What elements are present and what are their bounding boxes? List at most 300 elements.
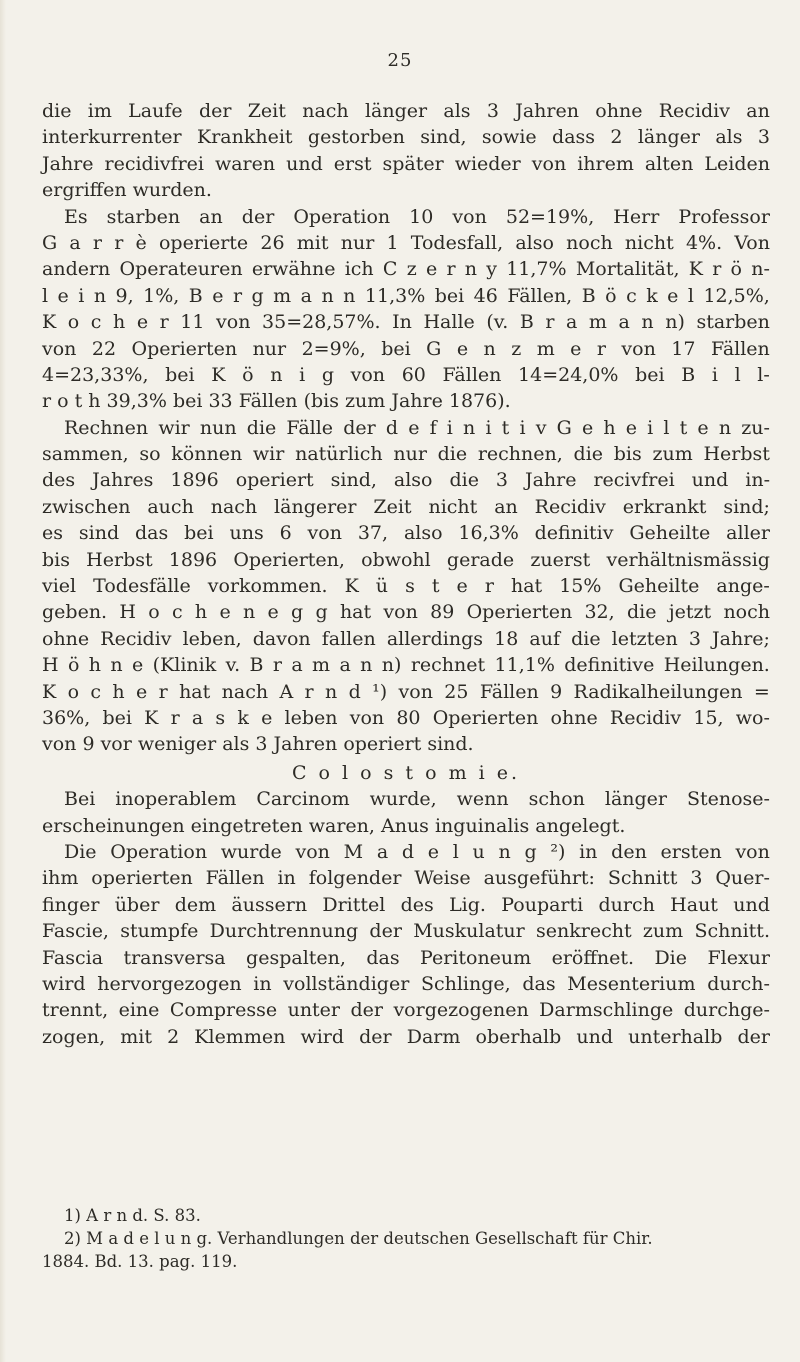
word: g bbox=[524, 840, 537, 863]
word: h bbox=[112, 680, 125, 703]
word: 46 bbox=[473, 284, 498, 307]
word: (Klinik bbox=[152, 654, 217, 677]
word: Jahre bbox=[524, 469, 577, 492]
word: A bbox=[279, 680, 294, 703]
word: bei bbox=[165, 363, 195, 386]
word: e bbox=[57, 284, 69, 307]
word: inoperablem bbox=[115, 788, 237, 811]
word: gestorben bbox=[307, 126, 405, 149]
word: an bbox=[494, 495, 518, 518]
word: operiert bbox=[235, 469, 314, 492]
word: r bbox=[545, 311, 555, 334]
word: a bbox=[339, 654, 351, 677]
word: den bbox=[611, 840, 647, 863]
word: h bbox=[603, 416, 616, 439]
word: (v. bbox=[486, 311, 509, 334]
word: Drittel bbox=[322, 893, 386, 916]
word: Fascia bbox=[42, 946, 104, 969]
word: 9 bbox=[550, 680, 563, 703]
word: bei bbox=[434, 284, 465, 307]
word: bei bbox=[381, 337, 411, 360]
word: k bbox=[237, 706, 249, 729]
text-line bbox=[42, 626, 770, 652]
word: erwähne bbox=[251, 258, 336, 281]
word: K bbox=[42, 680, 57, 703]
text-line bbox=[42, 652, 770, 678]
word: unter bbox=[287, 999, 341, 1022]
word: Jahren bbox=[515, 100, 579, 122]
word: Heilungen. bbox=[663, 654, 770, 677]
word: aller bbox=[726, 522, 770, 545]
word: mit bbox=[296, 231, 329, 254]
word: durch bbox=[598, 893, 655, 916]
word: es bbox=[42, 522, 63, 545]
word: è bbox=[135, 231, 147, 254]
word: i bbox=[78, 284, 85, 307]
word: r bbox=[484, 575, 494, 598]
word: Geheilte bbox=[629, 522, 711, 545]
word: g bbox=[321, 363, 334, 386]
word: 3 bbox=[495, 469, 508, 492]
word: Darmschlinge bbox=[539, 999, 674, 1022]
word: definitiv bbox=[534, 522, 614, 545]
word: Klemmen bbox=[194, 1025, 286, 1048]
word: 15, bbox=[693, 706, 724, 729]
word: sind, bbox=[330, 469, 377, 492]
word: Laufe bbox=[128, 100, 183, 122]
text-line: ergriffen wurden. bbox=[42, 179, 212, 202]
word: noch bbox=[723, 601, 770, 624]
word: 32, bbox=[584, 601, 615, 624]
word: noch bbox=[566, 231, 613, 254]
word: von bbox=[216, 311, 251, 334]
word: r bbox=[712, 258, 722, 281]
word: n) bbox=[665, 311, 685, 334]
word: bei bbox=[184, 522, 214, 545]
text-line bbox=[42, 309, 770, 335]
word: Fällen bbox=[710, 337, 770, 360]
word: 11 bbox=[180, 311, 205, 334]
word: h bbox=[113, 311, 126, 334]
word: m bbox=[536, 337, 555, 360]
text-line bbox=[42, 520, 770, 546]
word: 35=28,57%. bbox=[262, 311, 381, 334]
word: wir bbox=[252, 443, 285, 466]
word: r bbox=[170, 706, 180, 729]
word: ich bbox=[344, 258, 374, 281]
word: 11,7% bbox=[506, 258, 567, 281]
word: f bbox=[429, 416, 437, 439]
footnote: 2) M a d e l u n g. Verhandlungen der deutschen Gesellschaft für Chir. bbox=[64, 1229, 653, 1248]
word: h bbox=[194, 601, 208, 624]
word: 2 bbox=[610, 126, 623, 149]
word: 11,1% bbox=[494, 654, 555, 677]
word: Schnitt bbox=[607, 867, 678, 890]
text-line bbox=[42, 945, 770, 971]
word: im bbox=[87, 100, 112, 122]
word: Herr bbox=[613, 205, 660, 228]
text-line bbox=[42, 705, 770, 731]
word: Pouparti bbox=[501, 893, 584, 916]
word: Darm bbox=[406, 1025, 461, 1048]
word: ohne bbox=[42, 627, 90, 650]
word: hat bbox=[510, 575, 543, 598]
word: des bbox=[42, 469, 76, 492]
word: der bbox=[241, 205, 275, 228]
word: ersten bbox=[660, 840, 722, 863]
word: r bbox=[272, 654, 282, 677]
word: die bbox=[42, 100, 72, 122]
word: o bbox=[67, 311, 80, 334]
word: Stenose- bbox=[686, 788, 770, 811]
word: Recidiv bbox=[658, 100, 730, 122]
word: e bbox=[697, 416, 709, 439]
word: des bbox=[400, 893, 434, 916]
text-line bbox=[42, 441, 770, 467]
word: 14=24,0% bbox=[518, 363, 619, 386]
word: recivfrei bbox=[593, 469, 675, 492]
word: l bbox=[687, 284, 694, 307]
word: Schnitt. bbox=[694, 920, 770, 943]
word: e bbox=[267, 601, 279, 624]
word: transversa bbox=[123, 946, 226, 969]
word: längerer bbox=[274, 495, 357, 518]
word: Es bbox=[64, 205, 88, 228]
text-line bbox=[42, 230, 770, 256]
word: Rechnen bbox=[64, 416, 149, 439]
word: o bbox=[67, 680, 80, 703]
word: und bbox=[733, 893, 770, 916]
word: Muskulatur bbox=[413, 920, 525, 943]
word: Lig. bbox=[449, 893, 486, 916]
word: Recidiv bbox=[100, 627, 172, 650]
word: als bbox=[443, 100, 471, 122]
word: e bbox=[667, 284, 679, 307]
word: l bbox=[452, 840, 459, 863]
word: hervorgezogen bbox=[97, 972, 242, 995]
word: das bbox=[134, 522, 169, 545]
word: = bbox=[753, 680, 770, 703]
word: m bbox=[273, 284, 292, 307]
word: die bbox=[246, 416, 277, 439]
word: e bbox=[132, 654, 144, 677]
word: Fällen bbox=[479, 680, 539, 703]
word: andern bbox=[42, 258, 111, 281]
word: an bbox=[199, 205, 223, 228]
word: Jahres bbox=[92, 469, 154, 492]
word: bei bbox=[635, 363, 665, 386]
word: folgender bbox=[308, 867, 402, 890]
text-line bbox=[42, 918, 770, 944]
text-line bbox=[42, 151, 770, 177]
text-line bbox=[42, 679, 770, 705]
word: geben. bbox=[42, 601, 108, 624]
word: an bbox=[746, 100, 770, 122]
word: 89 bbox=[430, 601, 455, 624]
word: K bbox=[144, 706, 159, 729]
word: wo- bbox=[735, 706, 770, 729]
text-line bbox=[42, 786, 770, 812]
word: Fälle bbox=[286, 416, 334, 439]
text-line: erscheinungen eingetreten waren, Anus inguinalis angelegt. bbox=[42, 814, 626, 837]
word: r bbox=[304, 680, 314, 703]
word: r bbox=[114, 231, 124, 254]
word: B bbox=[249, 654, 264, 677]
word: die bbox=[449, 469, 479, 492]
word: G bbox=[556, 416, 572, 439]
word: zogen, bbox=[42, 1025, 106, 1048]
word: 2 bbox=[167, 1025, 180, 1048]
word: können bbox=[171, 443, 243, 466]
word: in bbox=[579, 840, 598, 863]
word: e bbox=[581, 416, 594, 439]
word: Carcinom bbox=[256, 788, 350, 811]
word: durch- bbox=[707, 972, 770, 995]
word: 3 bbox=[688, 627, 701, 650]
word: leben, bbox=[182, 627, 242, 650]
word: sammen, bbox=[42, 443, 129, 466]
word: a bbox=[618, 311, 630, 334]
word: nicht bbox=[428, 495, 478, 518]
word: Operierten bbox=[131, 337, 238, 360]
text-line bbox=[42, 336, 770, 362]
word: eröffnet. bbox=[551, 946, 635, 969]
word: durchge- bbox=[683, 999, 770, 1022]
word: g bbox=[251, 284, 264, 307]
word: 3 bbox=[757, 126, 770, 149]
word: i bbox=[299, 363, 306, 386]
word: wird bbox=[300, 1025, 345, 1048]
word: Fällen, bbox=[507, 284, 573, 307]
word: von bbox=[531, 152, 567, 175]
word: d bbox=[385, 416, 399, 439]
word: Mesenterium bbox=[567, 972, 696, 995]
word: zuerst bbox=[530, 548, 591, 571]
word: auch bbox=[147, 495, 194, 518]
word: 3 bbox=[486, 100, 499, 122]
word: a bbox=[69, 231, 81, 254]
word: z bbox=[406, 258, 417, 281]
word: c bbox=[90, 680, 102, 703]
word: i bbox=[647, 416, 654, 439]
word: Durchtrennung bbox=[209, 920, 359, 943]
word: m bbox=[588, 311, 607, 334]
word: die bbox=[626, 601, 657, 624]
word: letzten bbox=[611, 627, 678, 650]
word: in- bbox=[745, 469, 770, 492]
text-line bbox=[42, 415, 770, 441]
word: fallen bbox=[321, 627, 376, 650]
word: nur bbox=[252, 337, 287, 360]
word: bei bbox=[102, 706, 132, 729]
word: nicht bbox=[624, 231, 674, 254]
text-line bbox=[42, 256, 770, 282]
word: jetzt bbox=[668, 601, 712, 624]
word: Zeit bbox=[373, 495, 412, 518]
word: als bbox=[715, 126, 743, 149]
word: Operateuren bbox=[119, 258, 243, 281]
word: nach bbox=[302, 100, 349, 122]
word: 15% bbox=[559, 575, 602, 598]
word: starben bbox=[106, 205, 181, 228]
word: alten bbox=[644, 152, 694, 175]
word: finger bbox=[42, 893, 100, 916]
word: 11,3% bbox=[364, 284, 426, 307]
word: e bbox=[219, 601, 231, 624]
word: nach bbox=[221, 680, 269, 703]
word: definitive bbox=[564, 654, 655, 677]
word: 22 bbox=[91, 337, 117, 360]
word: nun bbox=[199, 416, 237, 439]
word: so bbox=[139, 443, 161, 466]
text-line bbox=[42, 997, 770, 1023]
word: t bbox=[501, 416, 510, 439]
word: der bbox=[737, 1025, 770, 1048]
word: nur bbox=[393, 443, 427, 466]
word: 36%, bbox=[42, 706, 91, 729]
word: h bbox=[88, 654, 102, 677]
word: allerdings bbox=[386, 627, 484, 650]
word: r bbox=[232, 284, 243, 307]
word: Leiden bbox=[704, 152, 770, 175]
word: die bbox=[571, 627, 601, 650]
word: mit bbox=[120, 1025, 152, 1048]
word: vollständiger bbox=[283, 972, 410, 995]
word: 3 bbox=[690, 867, 703, 890]
word: von bbox=[350, 363, 386, 386]
word: von bbox=[735, 840, 770, 863]
word: Schlinge, bbox=[420, 972, 511, 995]
word: 26 bbox=[260, 231, 285, 254]
text-line bbox=[42, 839, 770, 865]
word: Radikalheilungen bbox=[573, 680, 743, 703]
word: Die bbox=[64, 840, 97, 863]
word: recidivfrei bbox=[104, 152, 204, 175]
word: gerade bbox=[446, 548, 515, 571]
word: e bbox=[625, 416, 637, 439]
word: davon bbox=[252, 627, 311, 650]
word: eine bbox=[118, 999, 160, 1022]
word: n bbox=[463, 416, 476, 439]
word: zwischen bbox=[42, 495, 131, 518]
word: Recidiv bbox=[609, 706, 682, 729]
word: a bbox=[191, 706, 204, 729]
word: Weise bbox=[414, 867, 471, 890]
word: n bbox=[343, 284, 356, 307]
word: vorkommen. bbox=[207, 575, 328, 598]
word: äussern bbox=[231, 893, 308, 916]
word: von bbox=[398, 680, 433, 703]
word: c bbox=[90, 311, 102, 334]
word: Mortalität, bbox=[575, 258, 680, 281]
text-line: von 9 vor weniger als 3 Jahren operiert sind. bbox=[42, 733, 474, 756]
word: von bbox=[307, 522, 342, 545]
word: v. bbox=[225, 654, 241, 677]
word: also bbox=[515, 231, 554, 254]
word: 4=23,33%, bbox=[42, 363, 149, 386]
word: von bbox=[452, 205, 487, 228]
word: ihm bbox=[42, 867, 79, 890]
footnote: 1) A r n d. S. 83. bbox=[64, 1206, 201, 1225]
word: 4%. bbox=[685, 231, 723, 254]
word: y bbox=[486, 258, 497, 281]
word: auf bbox=[529, 627, 560, 650]
word: m bbox=[312, 654, 331, 677]
word: v bbox=[535, 416, 547, 439]
word: oberhalb bbox=[475, 1025, 562, 1048]
word: länger bbox=[604, 788, 668, 811]
word: d bbox=[401, 840, 415, 863]
word: e bbox=[136, 680, 148, 703]
word: 16,3% bbox=[458, 522, 519, 545]
word: Todesfall, bbox=[410, 231, 504, 254]
text-line bbox=[42, 547, 770, 573]
word: i bbox=[446, 416, 453, 439]
word: Fällen bbox=[442, 363, 502, 386]
word: Herbst bbox=[86, 548, 153, 571]
word: B bbox=[188, 284, 203, 307]
word: von bbox=[349, 706, 385, 729]
word: Geheilte bbox=[618, 575, 700, 598]
word: e bbox=[427, 840, 440, 863]
word: K bbox=[344, 575, 359, 598]
word: e bbox=[261, 706, 273, 729]
word: länger bbox=[637, 126, 700, 149]
word: e bbox=[408, 416, 420, 439]
word: Professor bbox=[678, 205, 770, 228]
word: der bbox=[359, 1025, 392, 1048]
word: B bbox=[681, 363, 696, 386]
body-text bbox=[42, 98, 770, 1050]
word: Fällen bbox=[205, 867, 265, 890]
word: i bbox=[519, 416, 526, 439]
text-line bbox=[42, 204, 770, 230]
word: Quer- bbox=[715, 867, 770, 890]
word: Die bbox=[654, 946, 688, 969]
word: e bbox=[456, 575, 468, 598]
text-line bbox=[42, 124, 770, 150]
word: l bbox=[42, 284, 49, 307]
word: hat bbox=[339, 601, 372, 624]
word: natürlich bbox=[295, 443, 383, 466]
word: Halle bbox=[423, 311, 475, 334]
word: erkrankt bbox=[622, 495, 707, 518]
word: i bbox=[711, 363, 718, 386]
word: Krankheit bbox=[197, 126, 293, 149]
word: 9, bbox=[115, 284, 134, 307]
word: c bbox=[626, 284, 637, 307]
word: rechnen, bbox=[477, 443, 563, 466]
word: Recidiv bbox=[534, 495, 606, 518]
word: z bbox=[511, 337, 522, 360]
word: 52=19%, bbox=[505, 205, 595, 228]
word: s bbox=[405, 575, 415, 598]
word: H bbox=[42, 654, 59, 677]
text-line bbox=[42, 892, 770, 918]
text-line bbox=[42, 467, 770, 493]
word: n) bbox=[381, 654, 402, 677]
word: operierte bbox=[158, 231, 249, 254]
word: interkurrenter bbox=[42, 126, 182, 149]
word: e bbox=[212, 284, 224, 307]
word: ö bbox=[605, 284, 617, 307]
word: dem bbox=[174, 893, 217, 916]
word: sind, bbox=[420, 126, 467, 149]
word: wird bbox=[42, 972, 86, 995]
word: n bbox=[270, 363, 283, 386]
word: 17 bbox=[671, 337, 696, 360]
word: bis bbox=[42, 548, 70, 571]
